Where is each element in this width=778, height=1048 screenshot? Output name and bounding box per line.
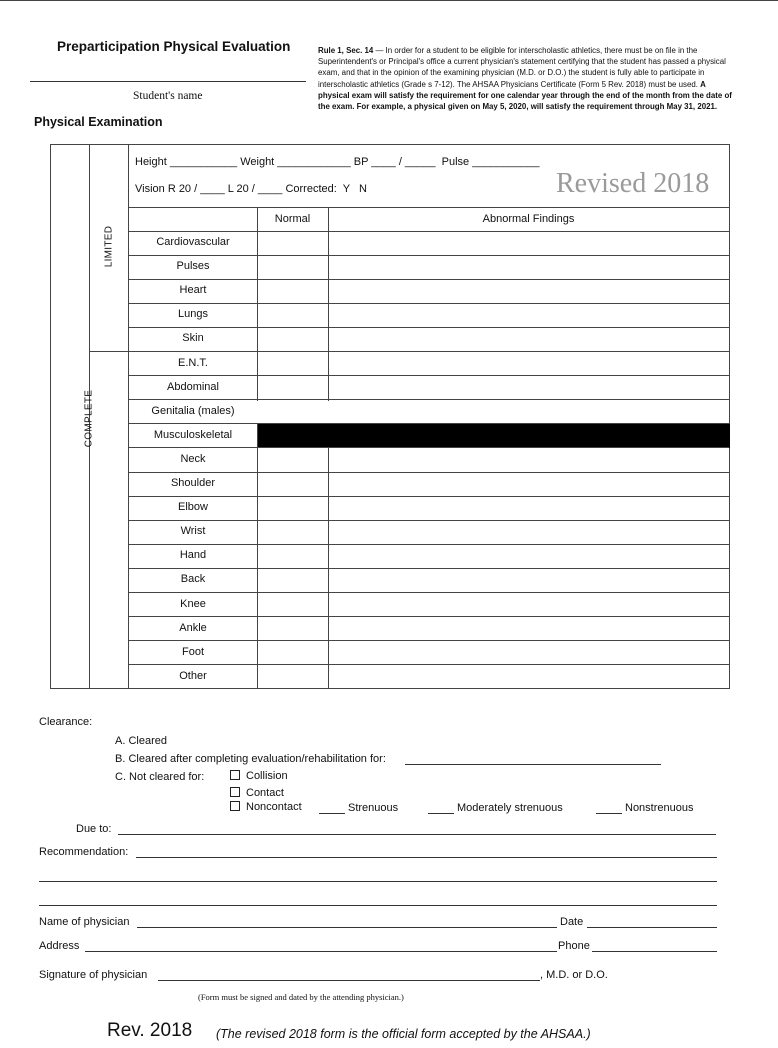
exam-row-label: Elbow — [178, 501, 208, 514]
noncontact-label: Noncontact — [246, 801, 302, 813]
sign-note: (Form must be signed and dated by the attending physician.) — [198, 992, 404, 1002]
cleared-after-field[interactable] — [405, 764, 661, 765]
revised-stamp: Revised 2018 — [556, 168, 710, 199]
signature-field[interactable] — [158, 980, 540, 981]
rule-paragraph — [318, 45, 732, 112]
exam-row-label: Heart — [179, 284, 207, 297]
abnormal-findings-cell[interactable] — [329, 377, 728, 399]
normal-cell[interactable] — [258, 666, 327, 688]
col-normal: Normal — [274, 213, 311, 225]
abnormal-findings-cell[interactable] — [329, 256, 728, 278]
normal-cell[interactable] — [258, 594, 327, 616]
exam-row-label: Genitalia (males) — [151, 404, 235, 417]
checkbox-icon[interactable] — [230, 801, 240, 811]
abnormal-findings-cell[interactable] — [329, 353, 728, 375]
abnormal-findings-cell[interactable] — [329, 328, 728, 350]
date-field[interactable] — [587, 927, 717, 928]
normal-cell[interactable] — [258, 545, 327, 567]
physician-name-label: Name of physician — [39, 916, 130, 928]
normal-cell[interactable] — [258, 377, 327, 399]
checkbox-icon[interactable] — [230, 770, 240, 780]
normal-cell[interactable] — [258, 569, 327, 591]
recommendation-line-2[interactable] — [39, 881, 717, 882]
moderately-blank[interactable] — [428, 813, 454, 814]
abnormal-findings-cell[interactable] — [329, 618, 728, 640]
rev-note: (The revised 2018 form is the official form accepted by the AHSAA.) — [216, 1027, 591, 1041]
exam-table — [50, 144, 730, 689]
rule-bold-text: A physical exam will satisfy the requirement for one calendar year through the end of the month from the date of the exam. For example, a physical given on May 5, 2020, will satisfy the requirement through May 31, 2021. — [318, 79, 732, 112]
normal-cell[interactable] — [258, 521, 327, 543]
exam-row-label: Wrist — [180, 525, 206, 538]
normal-cell[interactable] — [258, 449, 327, 471]
top-border — [0, 0, 778, 1]
physician-name-field[interactable] — [137, 927, 557, 928]
abnormal-findings-cell[interactable] — [329, 449, 728, 471]
abnormal-findings-cell[interactable] — [329, 545, 728, 567]
checkbox-icon[interactable] — [230, 787, 240, 797]
abnormal-findings-cell[interactable] — [329, 232, 728, 254]
date-label: Date — [560, 916, 584, 928]
abnormal-findings-cell[interactable] — [329, 666, 728, 688]
vitals-line-2[interactable]: Vision R 20 / ____ L 20 / ____ Corrected: Y N — [135, 183, 367, 195]
section-title: Physical Examination — [34, 115, 163, 129]
musculoskeletal-redacted-bar — [258, 424, 730, 448]
cleared-after-option[interactable]: B. Cleared after completing evaluation/rehabilitation for: — [115, 753, 386, 765]
noncontact-checkbox[interactable] — [230, 801, 302, 813]
contact-label: Contact — [246, 787, 284, 799]
phone-field[interactable] — [592, 951, 717, 952]
exam-row-label: Abdominal — [167, 380, 219, 393]
exam-row-label: Other — [179, 669, 207, 682]
abnormal-findings-cell[interactable] — [329, 642, 728, 664]
phone-label: Phone — [558, 940, 590, 952]
form-title: Preparticipation Physical Evaluation — [57, 39, 291, 54]
due-to-label: Due to: — [76, 823, 112, 835]
vitals-line-1[interactable]: Height ___________ Weight ____________ BP ____ / _____ Pulse ___________ — [135, 156, 540, 168]
strenuous-blank[interactable] — [319, 813, 345, 814]
normal-cell[interactable] — [258, 280, 327, 302]
normal-cell[interactable] — [258, 353, 327, 375]
normal-cell[interactable] — [258, 256, 327, 278]
normal-cell[interactable] — [258, 304, 327, 326]
abnormal-findings-cell[interactable] — [329, 521, 728, 543]
moderately-label: Moderately strenuous — [457, 802, 563, 814]
exam-row-label: Neck — [180, 452, 206, 465]
exam-row-label: Back — [180, 573, 206, 586]
address-label: Address — [39, 940, 80, 952]
exam-row-label: Pulses — [176, 260, 210, 273]
exam-row-label: Cardiovascular — [156, 236, 230, 248]
degree-label: , M.D. or D.O. — [540, 969, 608, 981]
exam-row-label: Ankle — [179, 621, 207, 634]
abnormal-findings-cell[interactable] — [329, 473, 728, 495]
header-row-top — [128, 207, 729, 208]
recommendation-label: Recommendation: — [39, 846, 129, 858]
exam-row-label: Skin — [182, 332, 204, 345]
abnormal-findings-cell[interactable] — [329, 280, 728, 302]
limited-divider — [89, 351, 128, 352]
abnormal-findings-cell[interactable] — [329, 594, 728, 616]
normal-cell[interactable] — [258, 642, 327, 664]
student-name-field[interactable] — [30, 81, 306, 82]
normal-cell[interactable] — [258, 618, 327, 640]
clearance-label: Clearance: — [39, 716, 93, 728]
abnormal-findings-cell[interactable] — [329, 497, 728, 519]
normal-cell[interactable] — [258, 497, 327, 519]
contact-checkbox[interactable] — [230, 787, 284, 799]
normal-cell[interactable] — [258, 473, 327, 495]
recommendation-line-3[interactable] — [39, 905, 717, 906]
genitalia-row-cell[interactable] — [255, 401, 729, 423]
cleared-option[interactable]: A. Cleared — [115, 735, 167, 747]
exam-row-label: Foot — [181, 645, 204, 658]
address-field[interactable] — [85, 951, 557, 952]
exam-row-label: Lungs — [178, 308, 208, 321]
nonstrenuous-label: Nonstrenuous — [625, 802, 694, 814]
exam-row-label: Shoulder — [170, 477, 216, 489]
collision-label: Collision — [246, 770, 288, 782]
rule-heading: Rule 1, Sec. 14 — [318, 46, 374, 55]
nonstrenuous-blank[interactable] — [596, 813, 622, 814]
col-abnormal: Abnormal Findings — [482, 213, 575, 225]
exam-row-label: Hand — [179, 549, 207, 562]
complete-label: COMPLETE — [83, 389, 95, 448]
rev-label: Rev. 2018 — [107, 1020, 193, 1041]
abnormal-findings-cell[interactable] — [329, 304, 728, 326]
abnormal-findings-cell[interactable] — [329, 569, 728, 591]
student-name-label: Student's name — [133, 90, 203, 102]
limited-label: LIMITED — [103, 225, 115, 268]
not-cleared-option: C. Not cleared for: — [115, 771, 205, 783]
exam-row-label: Knee — [180, 597, 206, 610]
signature-label: Signature of physician — [39, 969, 148, 981]
rule-text: — In order for a student to be eligible for interscholastic athletics, there must be on file in the Superintendent's or Principal's office a current physician's statement certifying that the student has passed a physical exam, and that in the opinion of the examining physician (M.D. or D.O.) the student is fully able to participate in interscholastic athletics (Grade s 7-12). The AHSAA Physicians Certificate (Form 5 Rev. 2018) must be used. — [318, 46, 726, 89]
due-to-field[interactable] — [118, 834, 716, 835]
normal-cell[interactable] — [258, 232, 327, 254]
strenuous-label: Strenuous — [348, 802, 399, 814]
exam-row-label: E.N.T. — [178, 356, 208, 369]
recommendation-field[interactable] — [136, 857, 717, 858]
exam-row-label: Musculoskeletal — [153, 428, 233, 441]
collision-checkbox[interactable] — [230, 770, 288, 782]
normal-cell[interactable] — [258, 328, 327, 350]
